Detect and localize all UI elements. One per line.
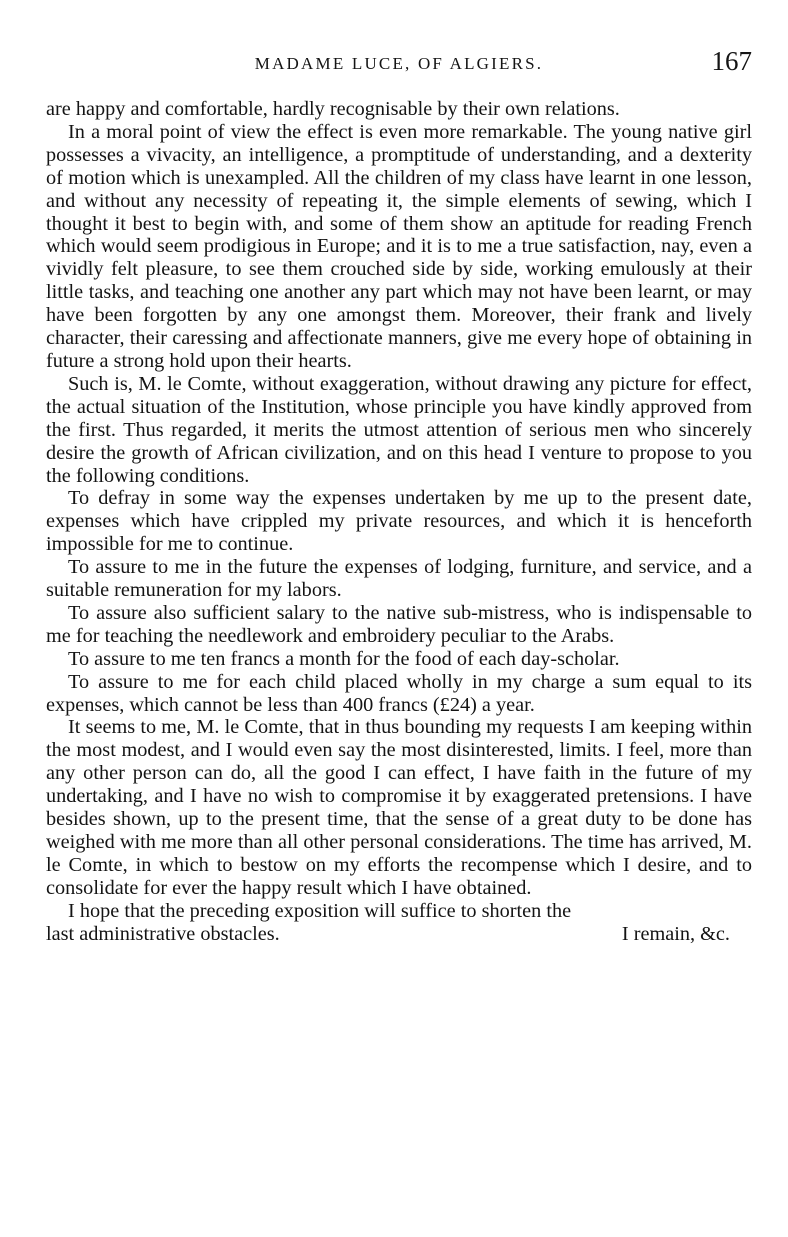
page-header — [46, 46, 752, 86]
valediction: I remain, &c. — [621, 922, 730, 945]
paragraph: It seems to me, M. le Comte, that in thus bounding my requests I am keeping within the most modest, and I would even say the most disinterested, limits. I feel, more than any other person can do, all the good I can effect, I have faith in the future of my undertaking, and I have no wish to compromise it by exaggerated pretensions. I have besides shown, up to the present time, that the sense of a great duty to be done has weighed with me more than all other personal considerations. The time has arrived, M. le Comte, in which to bestow on my efforts the recompense which I desire, and to consolidate for ever the happy result which I have obtained. — [46, 716, 752, 899]
running-head: MADAME LUCE, OF ALGIERS. — [254, 54, 544, 73]
paragraph: Such is, M. le Comte, without exaggeration, without drawing any picture for effect, the actual situation of the Institution, whose principle you have kindly approved from the first. Thus regarded, it merits the utmost attention of serious men who sincerely desire the growth of African civilization, and on this head I venture to propose to you the following conditions. — [46, 372, 752, 487]
paragraph: To assure to me for each child placed wholly in my charge a sum equal to its expenses, which cannot be less than 400 francs (£24) a year. — [46, 670, 752, 716]
paragraph: I hope that the preceding exposition will suffice to shorten the — [68, 899, 572, 922]
paragraph: To defray in some way the expenses undertaken by me up to the present date, expenses which have crippled my private resources, and which it is henceforth impossible for me to continue. — [46, 487, 752, 556]
paragraph: are happy and comfortable, hardly recognisable by their own relations. — [46, 98, 620, 120]
body-text — [46, 98, 752, 946]
page-number: 167 — [711, 46, 752, 76]
paragraph: To assure to me ten francs a month for the food of each day-scholar. — [68, 647, 620, 670]
book-page — [46, 46, 752, 946]
paragraph: To assure to me in the future the expenses of lodging, furniture, and service, and a suitable remuneration for my labors. — [46, 556, 752, 602]
paragraph: To assure also sufficient salary to the native sub-mistress, who is indispensable to me for teaching the needlework and embroidery peculiar to the Arabs. — [46, 601, 752, 647]
closing-line — [46, 923, 752, 946]
closing-text: last administrative obstacles. — [46, 922, 280, 945]
paragraph: In a moral point of view the effect is even more remarkable. The young native girl possesses a vivacity, an intelligence, a promptitude of understanding, and a dexterity of motion which is unexampled. All the children of my class have learnt in one lesson, and without any necessity of repeating it, the simple elements of sewing, which I thought it best to begin with, and some of them show an aptitude for reading French which would seem prodigious in Europe; and it is to me a true satisfaction, nay, even a vividly felt pleasure, to see them crouched side by side, working emulously at their little tasks, and teaching one another any part which may not have been learnt, or may have been forgotten by any one amongst them. Moreover, their frank and lively character, their caressing and affectionate manners, give me every hope of obtaining in future a strong hold upon their hearts. — [46, 120, 752, 372]
